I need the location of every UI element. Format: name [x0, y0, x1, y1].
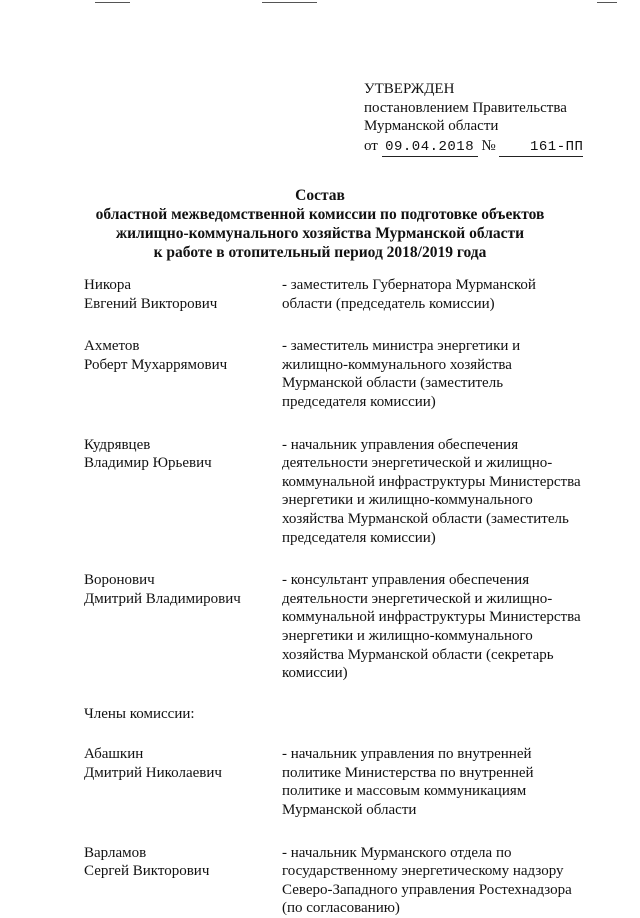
title-line: областной межведомственной комиссии по подготовке объектов [95, 206, 545, 223]
member-surname: Никора [84, 277, 132, 293]
role-line: энергетики и жилищно-коммунального [282, 627, 533, 644]
approval-heading: УТВЕРЖДЕН [364, 81, 455, 97]
member-name [84, 745, 282, 819]
member-entry [84, 571, 604, 683]
member-name [84, 844, 282, 918]
commission-roster [84, 276, 604, 918]
member-surname: Кудрявцев [84, 436, 151, 453]
approval-stamp [364, 80, 583, 157]
member-given-name: Евгений Викторович [84, 295, 218, 312]
member-role [282, 745, 602, 819]
member-entry [84, 337, 604, 411]
approval-line: Мурманской области [364, 118, 499, 134]
role-line: коммунальной инфраструктуры Министерства [282, 473, 581, 490]
member-role [282, 571, 602, 683]
scan-mark [597, 2, 617, 3]
role-line: Северо-Западного управления Ростехнадзора [282, 881, 572, 898]
scan-mark [95, 2, 130, 3]
role-line: жилищно-коммунального хозяйства [282, 356, 512, 373]
member-name [84, 571, 282, 683]
member-role [282, 276, 602, 313]
member-given-name: Дмитрий Владимирович [84, 590, 241, 607]
role-line: - заместитель министра энергетики и [282, 338, 521, 355]
role-line: хозяйства Мурманской области (заместитель [282, 510, 569, 527]
member-entry [84, 276, 604, 313]
date-field [382, 137, 478, 158]
role-line: - начальник управления по внутренней [282, 746, 532, 763]
member-role [282, 337, 602, 411]
document-title [0, 186, 640, 262]
role-line: комиссии) [282, 665, 348, 682]
number-prefix: № [481, 137, 496, 154]
role-line: политике и массовым коммуникациям [282, 783, 527, 800]
approval-number: 161-ПП [530, 138, 584, 155]
member-entry [84, 436, 604, 548]
title-line: жилищно-коммунального хозяйства Мурманской области [115, 225, 525, 242]
title-line: Состав [295, 187, 345, 204]
member-given-name: Сергей Викторович [84, 863, 210, 880]
role-line: деятельности энергетической и жилищно- [282, 590, 553, 607]
role-line: председателя комиссии) [282, 529, 436, 546]
role-line: - консультант управления обеспечения [282, 572, 530, 589]
scan-mark [262, 2, 317, 3]
member-name [84, 276, 282, 313]
member-entry [84, 745, 604, 819]
approval-line: постановлением Правительства [364, 99, 567, 116]
role-line: - начальник управления обеспечения [282, 436, 519, 453]
member-given-name: Владимир Юрьевич [84, 455, 212, 472]
role-line: (по согласованию) [282, 900, 400, 917]
member-name [84, 337, 282, 411]
role-line: деятельности энергетической и жилищно- [282, 455, 553, 472]
date-prefix: от [364, 137, 378, 154]
role-line: Мурманской области [282, 802, 417, 819]
member-surname: Воронович [84, 572, 155, 589]
member-role [282, 844, 602, 918]
member-surname: Абашкин [84, 746, 144, 763]
member-entry [84, 844, 604, 918]
number-field [499, 137, 583, 158]
title-line: к работе в отопительный период 2018/2019 года [153, 244, 487, 261]
role-line: хозяйства Мурманской области (секретарь [282, 646, 554, 663]
role-line: политике Министерства по внутренней [282, 764, 534, 781]
role-line: - заместитель Губернатора Мурманской [282, 277, 536, 293]
role-line: Мурманской области (заместитель [282, 375, 504, 392]
member-surname: Ахметов [84, 338, 140, 355]
approval-date-line [364, 137, 583, 158]
member-given-name: Роберт Мухаррямович [84, 356, 228, 373]
role-line: энергетики и жилищно-коммунального [282, 492, 533, 509]
members-label: Члены комиссии: [84, 705, 195, 722]
approval-date: 09.04.2018 [385, 138, 475, 155]
member-given-name: Дмитрий Николаевич [84, 764, 222, 781]
role-line: - начальник Мурманского отдела по [282, 844, 512, 861]
member-role [282, 436, 602, 548]
role-line: коммунальной инфраструктуры Министерства [282, 609, 581, 626]
role-line: области (председатель комиссии) [282, 295, 495, 312]
role-line: председателя комиссии) [282, 393, 436, 410]
member-surname: Варламов [84, 844, 147, 861]
member-name [84, 436, 282, 548]
role-line: государственному энергетическому надзору [282, 863, 564, 880]
